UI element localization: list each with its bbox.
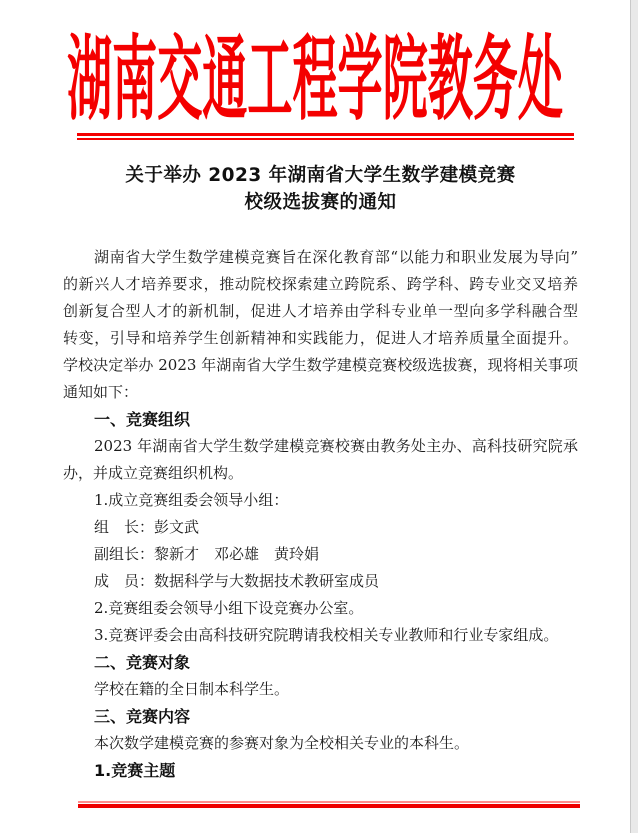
section-1-heading: 一、竞赛组织 bbox=[94, 410, 191, 429]
body-line: 1.成立竞赛组委会领导小组： bbox=[94, 491, 289, 509]
body-line: 学校在籍的全日制本科学生。 bbox=[94, 680, 290, 698]
document-title-line2: 校级选拔赛的通知 bbox=[244, 192, 397, 213]
document-body bbox=[63, 244, 578, 784]
subsection-heading-competition-theme: 1.竞赛主题 bbox=[94, 761, 176, 780]
body-line: 通知如下： bbox=[63, 383, 139, 401]
section-2-heading: 二、竞赛对象 bbox=[94, 653, 191, 672]
deputy-leaders-row: 副组长：黎新才 邓必雄 黄玲娟 bbox=[94, 545, 320, 563]
body-line: 办，并成立竞赛组织机构。 bbox=[63, 464, 244, 482]
section-3-heading: 三、竞赛内容 bbox=[94, 707, 191, 726]
letterhead-title: 湖南交通工程学院教务处 bbox=[67, 25, 563, 133]
document-title bbox=[63, 162, 578, 216]
body-line: 转变，引导和培养学生创新精神和实践能力，促进人才培养质量全面提升。 bbox=[63, 329, 578, 347]
leader-row: 组 长：彭文武 bbox=[94, 518, 200, 536]
body-line: 创新复合型人才的新机制，促进人才培养由学科专业单一型向多学科融合型 bbox=[63, 302, 578, 320]
body-line: 的新兴人才培养要求，推动院校探索建立跨院系、跨学科、跨专业交叉培养 bbox=[63, 275, 578, 293]
document-title-line1: 关于举办 2023 年湖南省大学生数学建模竞赛 bbox=[125, 165, 516, 186]
body-line: 本次数学建模竞赛的参赛对象为全校相关专业的本科生。 bbox=[94, 734, 470, 752]
body-line: 3.竞赛评委会由高科技研究院聘请我校相关专业教师和行业专家组成。 bbox=[94, 626, 559, 644]
body-line: 学校决定举办 2023 年湖南省大学生数学建模竞赛校级选拔赛，现将相关事项 bbox=[63, 356, 578, 374]
body-line: 2.竞赛组委会领导小组下设竞赛办公室。 bbox=[94, 599, 364, 617]
members-row: 成 员：数据科学与大数据技术教研室成员 bbox=[94, 572, 380, 590]
body-line: 2023 年湖南省大学生数学建模竞赛校赛由教务处主办、高科技研究院承 bbox=[94, 437, 578, 455]
footer-divider-line bbox=[78, 801, 580, 808]
letterhead bbox=[0, 24, 630, 134]
body-line: 湖南省大学生数学建模竞赛旨在深化教育部“以能力和职业发展为导向” bbox=[94, 248, 578, 266]
header-divider-line bbox=[77, 133, 574, 140]
scan-page-edge bbox=[630, 0, 638, 833]
